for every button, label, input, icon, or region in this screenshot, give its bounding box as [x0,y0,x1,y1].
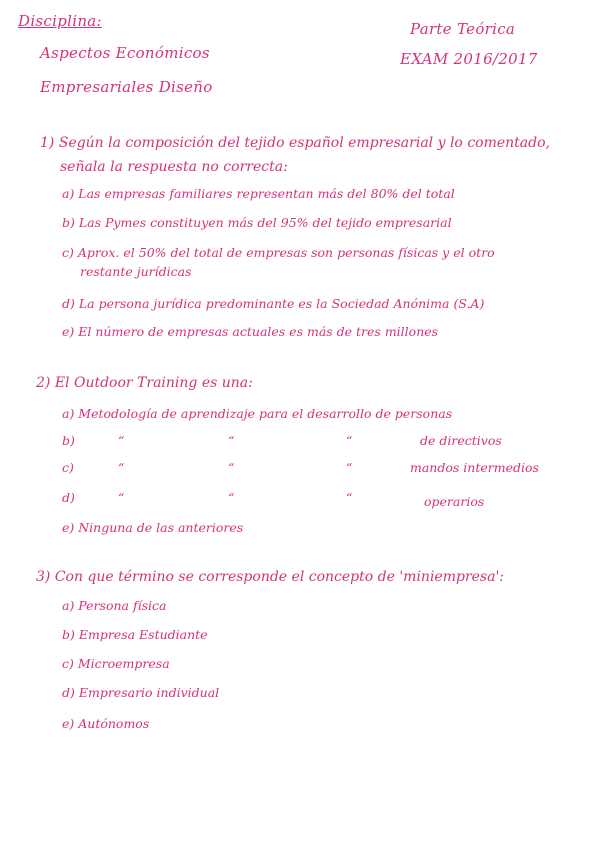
question-3-option-a: a) Persona física [62,598,167,613]
ditto-mark: “ [118,490,125,505]
ditto-mark: “ [346,460,353,475]
question-3-option-d: d) Empresario individual [62,685,220,700]
question-2-option-d: d) [62,490,75,505]
subject-line-1: Aspectos Económicos [40,44,210,62]
question-1-prompt-line-1: 1) Según la composición del tejido español empresarial y lo comentado, [40,135,550,151]
question-1-option-d: d) La persona jurídica predominante es la Sociedad Anónima (S.A) [62,296,485,311]
question-3-option-e: e) Autónomos [62,716,150,731]
question-1-option-a: a) Las empresas familiares representan más del 80% del total [62,186,455,201]
subject-line-2: Empresariales Diseño [40,78,213,96]
part-label: Parte Teórica [410,20,516,38]
question-2-option-c: c) [62,460,74,475]
subject-label: Disciplina: [18,12,102,30]
ditto-mark: “ [346,433,353,448]
question-2-option-e: e) Ninguna de las anteriores [62,520,244,535]
question-2-option-a: a) Metodología de aprendizaje para el desarrollo de personas [62,406,453,421]
question-1-option-e: e) El número de empresas actuales es más de tres millones [62,324,439,339]
question-1-prompt-line-2: señala la respuesta no correcta: [60,159,288,175]
ditto-mark: “ [118,460,125,475]
question-2-option-d-suffix: operarios [424,494,485,509]
question-2-prompt: 2) El Outdoor Training es una: [36,375,253,391]
ditto-mark: “ [118,433,125,448]
question-2-option-b-suffix: de directivos [420,433,502,448]
question-2-option-b: b) [62,433,75,448]
question-3-prompt: 3) Con que término se corresponde el concepto de 'miniempresa': [36,569,505,585]
question-1-option-c: c) Aprox. el 50% del total de empresas son personas físicas y el otro [62,245,495,260]
question-3-option-b: b) Empresa Estudiante [62,627,208,642]
exam-label: EXAM 2016/2017 [400,50,538,68]
question-1-option-c-cont: restante jurídicas [80,264,192,279]
ditto-mark: “ [228,433,235,448]
question-1-option-b: b) Las Pymes constituyen más del 95% del tejido empresarial [62,215,452,230]
ditto-mark: “ [228,490,235,505]
question-3-option-c: c) Microempresa [62,656,170,671]
ditto-mark: “ [228,460,235,475]
ditto-mark: “ [346,490,353,505]
question-2-option-c-suffix: mandos intermedios [410,460,539,475]
